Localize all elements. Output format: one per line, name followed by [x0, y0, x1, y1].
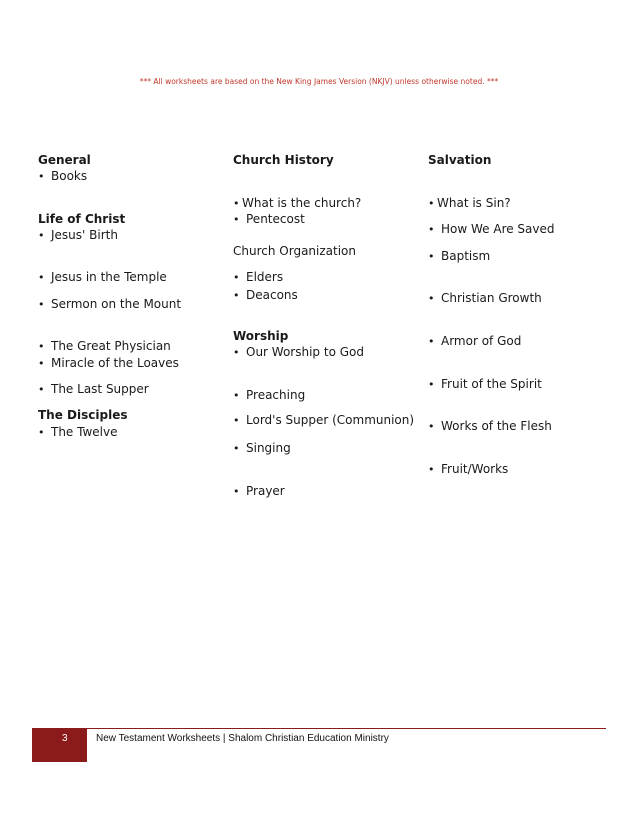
page-number-box	[32, 729, 87, 762]
link-label: Singing	[246, 441, 291, 455]
link-label: Jesus' Birth	[51, 228, 118, 242]
bullet-icon: •	[38, 340, 45, 353]
link-label: What is the church?	[242, 196, 362, 210]
link-label: Pentecost	[246, 212, 305, 226]
church-history-heading: Church History	[233, 153, 334, 167]
link-label: Baptism	[441, 249, 491, 263]
bullet-icon: •	[428, 420, 435, 433]
bullet-icon: •	[38, 271, 45, 284]
salvation-heading: Salvation	[428, 153, 492, 167]
bullet-icon: •	[428, 292, 435, 305]
link-label: Deacons	[246, 288, 298, 302]
link-label: Works of the Flesh	[441, 419, 552, 433]
bullet-icon: •	[233, 485, 240, 498]
bullet-icon: •	[233, 271, 240, 284]
link-prayer[interactable]	[233, 484, 285, 499]
link-label: How We Are Saved	[441, 222, 555, 236]
link-baptism[interactable]	[428, 249, 490, 264]
link-label: The Twelve	[51, 425, 118, 439]
link-what-is-sin[interactable]	[428, 196, 511, 211]
link-armor-of-god[interactable]	[428, 334, 521, 349]
bullet-icon: •	[428, 197, 435, 210]
link-miracle-loaves[interactable]	[38, 356, 179, 371]
link-deacons[interactable]	[233, 288, 298, 303]
link-label: Sermon on the Mount	[51, 297, 182, 311]
bullet-icon: •	[428, 250, 435, 263]
footer-divider	[32, 728, 606, 729]
link-label: The Great Physician	[51, 339, 171, 353]
link-singing[interactable]	[233, 441, 291, 456]
church-organization-label: Church Organization	[233, 244, 356, 258]
bullet-icon: •	[38, 426, 45, 439]
link-label: Fruit of the Spirit	[441, 377, 542, 391]
link-label: Books	[51, 169, 88, 183]
link-works-of-flesh[interactable]	[428, 419, 552, 434]
link-the-twelve[interactable]	[38, 425, 118, 440]
link-label: Preaching	[246, 388, 306, 402]
bullet-icon: •	[428, 463, 435, 476]
bullet-icon: •	[233, 197, 240, 210]
nkjv-notice: *** All worksheets are based on the New King James Version (NKJV) unless otherwise noted. ***	[139, 77, 499, 86]
bullet-icon: •	[428, 378, 435, 391]
link-label: Armor of God	[441, 334, 522, 348]
link-what-is-church[interactable]	[233, 196, 361, 211]
link-christian-growth[interactable]	[428, 291, 542, 306]
link-how-we-are-saved[interactable]	[428, 222, 555, 237]
bullet-icon: •	[233, 414, 240, 427]
link-label: Fruit/Works	[441, 462, 509, 476]
link-pentecost[interactable]	[233, 212, 305, 227]
bullet-icon: •	[38, 229, 45, 242]
bullet-icon: •	[428, 335, 435, 348]
page-number: 3	[62, 733, 68, 744]
link-label: Lord's Supper (Communion)	[246, 413, 415, 427]
bullet-icon: •	[233, 442, 240, 455]
disciples-heading: The Disciples	[38, 408, 128, 422]
bullet-icon: •	[428, 223, 435, 236]
bullet-icon: •	[38, 170, 45, 183]
link-jesus-birth[interactable]	[38, 228, 118, 243]
link-preaching[interactable]	[233, 388, 305, 403]
link-elders[interactable]	[233, 270, 283, 285]
link-label: Miracle of the Loaves	[51, 356, 179, 370]
life-of-christ-heading: Life of Christ	[38, 212, 126, 226]
link-label: Our Worship to God	[246, 345, 364, 359]
general-heading: General	[38, 153, 91, 167]
bullet-icon: •	[233, 213, 240, 226]
bullet-icon: •	[38, 383, 45, 396]
bullet-icon: •	[233, 346, 240, 359]
bullet-icon: •	[38, 298, 45, 311]
link-label: Jesus in the Temple	[51, 270, 167, 284]
link-jesus-in-temple[interactable]	[38, 270, 167, 285]
link-label: What is Sin?	[437, 196, 511, 210]
link-fruit-of-spirit[interactable]	[428, 377, 542, 392]
link-sermon-on-mount[interactable]	[38, 297, 181, 312]
bullet-icon: •	[38, 357, 45, 370]
bullet-icon: •	[233, 289, 240, 302]
footer-title: New Testament Worksheets | Shalom Christian Education Ministry	[96, 733, 389, 744]
link-great-physician[interactable]	[38, 339, 171, 354]
worship-heading: Worship	[233, 329, 289, 343]
link-fruit-works[interactable]	[428, 462, 508, 477]
link-label: Elders	[246, 270, 284, 284]
link-last-supper[interactable]	[38, 382, 149, 397]
link-label: Prayer	[246, 484, 285, 498]
link-books[interactable]	[38, 169, 87, 184]
link-label: Christian Growth	[441, 291, 542, 305]
link-label: The Last Supper	[51, 382, 149, 396]
link-lords-supper[interactable]	[233, 413, 414, 428]
bullet-icon: •	[233, 389, 240, 402]
link-our-worship[interactable]	[233, 345, 364, 360]
